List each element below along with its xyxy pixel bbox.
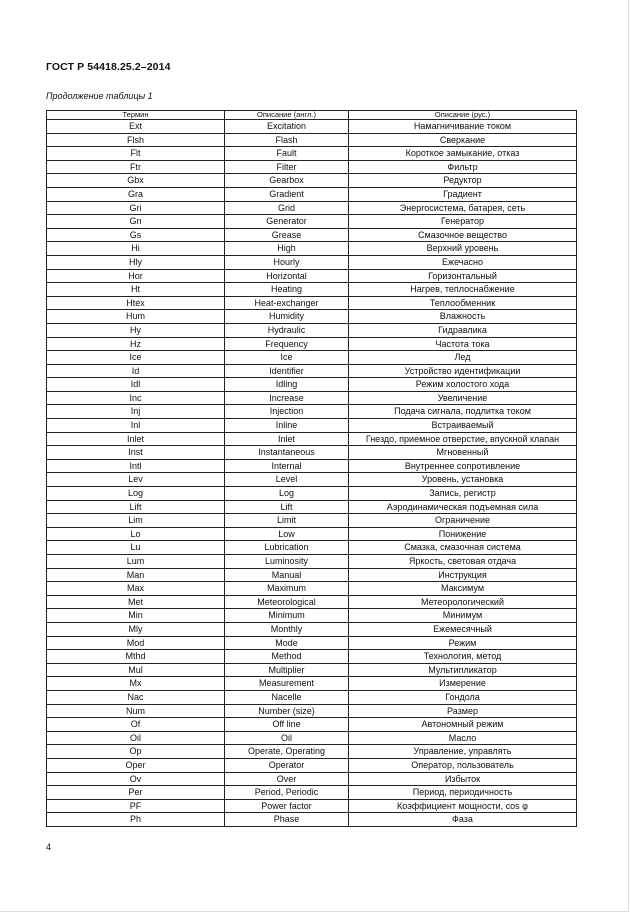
russian-description-cell: Управление, управлять xyxy=(349,745,577,759)
term-cell: Mx xyxy=(47,677,225,691)
english-description-cell: Heating xyxy=(225,283,349,297)
table-header-row xyxy=(47,111,577,120)
term-cell: Ice xyxy=(47,351,225,365)
russian-description-cell: Фильтр xyxy=(349,160,577,174)
table-caption: Продолжение таблицы 1 xyxy=(46,91,153,101)
english-description-cell: Low xyxy=(225,527,349,541)
russian-description-cell: Лед xyxy=(349,351,577,365)
column-header-english: Описание (англ.) xyxy=(225,111,349,120)
table-row xyxy=(47,378,577,392)
english-description-cell: Fault xyxy=(225,147,349,161)
term-cell: Inlet xyxy=(47,432,225,446)
table-row xyxy=(47,459,577,473)
term-cell: Log xyxy=(47,487,225,501)
russian-description-cell: Коэффициент мощности, cos φ xyxy=(349,799,577,813)
russian-description-cell: Мультипликатор xyxy=(349,663,577,677)
russian-description-cell: Гондола xyxy=(349,690,577,704)
english-description-cell: Gradient xyxy=(225,187,349,201)
table-row xyxy=(47,473,577,487)
english-description-cell: Gearbox xyxy=(225,174,349,188)
russian-description-cell: Внутреннее сопротивление xyxy=(349,459,577,473)
english-description-cell: Meteorological xyxy=(225,595,349,609)
english-description-cell: Method xyxy=(225,650,349,664)
term-cell: Gra xyxy=(47,187,225,201)
term-cell: Mthd xyxy=(47,650,225,664)
term-cell: Inl xyxy=(47,419,225,433)
table-row xyxy=(47,228,577,242)
table-row xyxy=(47,255,577,269)
term-cell: Lo xyxy=(47,527,225,541)
term-cell: Lift xyxy=(47,500,225,514)
table-row xyxy=(47,296,577,310)
english-description-cell: Monthly xyxy=(225,622,349,636)
document-header: ГОСТ Р 54418.25.2–2014 xyxy=(46,61,171,73)
term-cell: Mul xyxy=(47,663,225,677)
russian-description-cell: Период, периодичность xyxy=(349,786,577,800)
table-row xyxy=(47,364,577,378)
term-cell: Op xyxy=(47,745,225,759)
russian-description-cell: Нагрев, теплоснабжение xyxy=(349,283,577,297)
english-description-cell: High xyxy=(225,242,349,256)
english-description-cell: Minimum xyxy=(225,609,349,623)
russian-description-cell: Режим холостого хода xyxy=(349,378,577,392)
table-row xyxy=(47,527,577,541)
term-cell: Ph xyxy=(47,813,225,827)
table-row xyxy=(47,704,577,718)
column-header-russian: Описание (рус.) xyxy=(349,111,577,120)
english-description-cell: Lift xyxy=(225,500,349,514)
russian-description-cell: Размер xyxy=(349,704,577,718)
term-cell: Inst xyxy=(47,446,225,460)
russian-description-cell: Влажность xyxy=(349,310,577,324)
table-row xyxy=(47,555,577,569)
table-row xyxy=(47,663,577,677)
english-description-cell: Operator xyxy=(225,758,349,772)
table-row xyxy=(47,120,577,134)
term-cell: Per xyxy=(47,786,225,800)
english-description-cell: Inline xyxy=(225,419,349,433)
table-row xyxy=(47,745,577,759)
english-description-cell: Limit xyxy=(225,514,349,528)
table-row xyxy=(47,405,577,419)
term-cell: Flsh xyxy=(47,133,225,147)
russian-description-cell: Ежечасно xyxy=(349,255,577,269)
russian-description-cell: Ежемесячный xyxy=(349,622,577,636)
term-cell: Id xyxy=(47,364,225,378)
english-description-cell: Horizontal xyxy=(225,269,349,283)
table-row xyxy=(47,813,577,827)
english-description-cell: Hourly xyxy=(225,255,349,269)
english-description-cell: Grease xyxy=(225,228,349,242)
russian-description-cell: Подача сигнала, подлитка током xyxy=(349,405,577,419)
table-row xyxy=(47,636,577,650)
russian-description-cell: Увеличение xyxy=(349,391,577,405)
russian-description-cell: Минимум xyxy=(349,609,577,623)
russian-description-cell: Намагничивание током xyxy=(349,120,577,134)
table-row xyxy=(47,622,577,636)
english-description-cell: Generator xyxy=(225,215,349,229)
english-description-cell: Humidity xyxy=(225,310,349,324)
table-row xyxy=(47,731,577,745)
term-cell: Idl xyxy=(47,378,225,392)
russian-description-cell: Максимум xyxy=(349,582,577,596)
russian-description-cell: Сверкание xyxy=(349,133,577,147)
russian-description-cell: Метеорологический xyxy=(349,595,577,609)
table-row xyxy=(47,799,577,813)
term-cell: Hor xyxy=(47,269,225,283)
russian-description-cell: Гнездо, приемное отверстие, впускной клапан xyxy=(349,432,577,446)
russian-description-cell: Технология, метод xyxy=(349,650,577,664)
table-row xyxy=(47,677,577,691)
english-description-cell: Off line xyxy=(225,718,349,732)
russian-description-cell: Яркость, световая отдача xyxy=(349,555,577,569)
term-cell: Htex xyxy=(47,296,225,310)
table-row xyxy=(47,487,577,501)
table-row xyxy=(47,568,577,582)
term-cell: Lu xyxy=(47,541,225,555)
english-description-cell: Instantaneous xyxy=(225,446,349,460)
russian-description-cell: Понижение xyxy=(349,527,577,541)
term-cell: Ht xyxy=(47,283,225,297)
term-cell: PF xyxy=(47,799,225,813)
term-cell: Ov xyxy=(47,772,225,786)
english-description-cell: Grid xyxy=(225,201,349,215)
english-description-cell: Phase xyxy=(225,813,349,827)
russian-description-cell: Теплообменник xyxy=(349,296,577,310)
english-description-cell: Multiplier xyxy=(225,663,349,677)
english-description-cell: Flash xyxy=(225,133,349,147)
term-cell: Oper xyxy=(47,758,225,772)
russian-description-cell: Избыток xyxy=(349,772,577,786)
russian-description-cell: Градиент xyxy=(349,187,577,201)
russian-description-cell: Частота тока xyxy=(349,337,577,351)
english-description-cell: Internal xyxy=(225,459,349,473)
table-row xyxy=(47,582,577,596)
english-description-cell: Lubrication xyxy=(225,541,349,555)
english-description-cell: Frequency xyxy=(225,337,349,351)
term-cell: Gbx xyxy=(47,174,225,188)
table-row xyxy=(47,718,577,732)
russian-description-cell: Автономный режим xyxy=(349,718,577,732)
english-description-cell: Oil xyxy=(225,731,349,745)
table-row xyxy=(47,147,577,161)
russian-description-cell: Инструкция xyxy=(349,568,577,582)
english-description-cell: Over xyxy=(225,772,349,786)
russian-description-cell: Запись, регистр xyxy=(349,487,577,501)
table-row xyxy=(47,187,577,201)
table-row xyxy=(47,432,577,446)
term-cell: Hum xyxy=(47,310,225,324)
english-description-cell: Idling xyxy=(225,378,349,392)
russian-description-cell: Мгновенный xyxy=(349,446,577,460)
term-cell: Min xyxy=(47,609,225,623)
term-cell: Ftr xyxy=(47,160,225,174)
term-cell: Nac xyxy=(47,690,225,704)
term-cell: Mod xyxy=(47,636,225,650)
term-cell: Man xyxy=(47,568,225,582)
term-cell: Lum xyxy=(47,555,225,569)
term-cell: Met xyxy=(47,595,225,609)
english-description-cell: Inlet xyxy=(225,432,349,446)
table-row xyxy=(47,609,577,623)
term-cell: Of xyxy=(47,718,225,732)
english-description-cell: Level xyxy=(225,473,349,487)
russian-description-cell: Смазка, смазочная система xyxy=(349,541,577,555)
russian-description-cell: Уровень, установка xyxy=(349,473,577,487)
table-row xyxy=(47,160,577,174)
term-cell: Mly xyxy=(47,622,225,636)
table-row xyxy=(47,351,577,365)
table-row xyxy=(47,419,577,433)
term-cell: Hy xyxy=(47,323,225,337)
english-description-cell: Injection xyxy=(225,405,349,419)
term-cell: Gn xyxy=(47,215,225,229)
table-row xyxy=(47,215,577,229)
english-description-cell: Period, Periodic xyxy=(225,786,349,800)
table-row xyxy=(47,283,577,297)
english-description-cell: Excitation xyxy=(225,120,349,134)
term-cell: Intl xyxy=(47,459,225,473)
russian-description-cell: Гидравлика xyxy=(349,323,577,337)
term-cell: Gs xyxy=(47,228,225,242)
term-cell: Ext xyxy=(47,120,225,134)
russian-description-cell: Короткое замыкание, отказ xyxy=(349,147,577,161)
table-row xyxy=(47,337,577,351)
english-description-cell: Ice xyxy=(225,351,349,365)
page-number: 4 xyxy=(46,842,52,852)
english-description-cell: Power factor xyxy=(225,799,349,813)
table-row xyxy=(47,446,577,460)
term-cell: Hz xyxy=(47,337,225,351)
table-body xyxy=(47,120,577,827)
table-row xyxy=(47,201,577,215)
russian-description-cell: Редуктор xyxy=(349,174,577,188)
english-description-cell: Number (size) xyxy=(225,704,349,718)
english-description-cell: Heat-exchanger xyxy=(225,296,349,310)
table-row xyxy=(47,269,577,283)
russian-description-cell: Встраиваемый xyxy=(349,419,577,433)
table-row xyxy=(47,514,577,528)
table-row xyxy=(47,242,577,256)
column-header-term: Термин xyxy=(47,111,225,120)
table-row xyxy=(47,595,577,609)
english-description-cell: Manual xyxy=(225,568,349,582)
russian-description-cell: Фаза xyxy=(349,813,577,827)
term-cell: Oil xyxy=(47,731,225,745)
table-row xyxy=(47,758,577,772)
table-row xyxy=(47,133,577,147)
russian-description-cell: Смазочное вещество xyxy=(349,228,577,242)
term-cell: Inj xyxy=(47,405,225,419)
english-description-cell: Log xyxy=(225,487,349,501)
term-cell: Num xyxy=(47,704,225,718)
russian-description-cell: Измерение xyxy=(349,677,577,691)
russian-description-cell: Ограничение xyxy=(349,514,577,528)
english-description-cell: Operate, Operating xyxy=(225,745,349,759)
english-description-cell: Measurement xyxy=(225,677,349,691)
term-cell: Inc xyxy=(47,391,225,405)
russian-description-cell: Аэродинамическая подъемная сила xyxy=(349,500,577,514)
russian-description-cell: Масло xyxy=(349,731,577,745)
english-description-cell: Nacelle xyxy=(225,690,349,704)
term-cell: Hi xyxy=(47,242,225,256)
russian-description-cell: Оператор, пользователь xyxy=(349,758,577,772)
table-row xyxy=(47,772,577,786)
english-description-cell: Increase xyxy=(225,391,349,405)
term-cell: Max xyxy=(47,582,225,596)
table-row xyxy=(47,174,577,188)
russian-description-cell: Энергосистема, батарея, сеть xyxy=(349,201,577,215)
table-row xyxy=(47,690,577,704)
table-row xyxy=(47,391,577,405)
term-cell: Gri xyxy=(47,201,225,215)
english-description-cell: Maximum xyxy=(225,582,349,596)
term-cell: Lev xyxy=(47,473,225,487)
terms-table xyxy=(46,110,577,827)
russian-description-cell: Верхний уровень xyxy=(349,242,577,256)
table-row xyxy=(47,310,577,324)
russian-description-cell: Устройство идентификации xyxy=(349,364,577,378)
term-cell: Lim xyxy=(47,514,225,528)
table-row xyxy=(47,541,577,555)
russian-description-cell: Горизонтальный xyxy=(349,269,577,283)
english-description-cell: Luminosity xyxy=(225,555,349,569)
english-description-cell: Mode xyxy=(225,636,349,650)
term-cell: Flt xyxy=(47,147,225,161)
table-row xyxy=(47,323,577,337)
english-description-cell: Filter xyxy=(225,160,349,174)
table-row xyxy=(47,500,577,514)
english-description-cell: Identifier xyxy=(225,364,349,378)
english-description-cell: Hydraulic xyxy=(225,323,349,337)
term-cell: Hly xyxy=(47,255,225,269)
russian-description-cell: Режим xyxy=(349,636,577,650)
russian-description-cell: Генератор xyxy=(349,215,577,229)
table-row xyxy=(47,650,577,664)
table-row xyxy=(47,786,577,800)
